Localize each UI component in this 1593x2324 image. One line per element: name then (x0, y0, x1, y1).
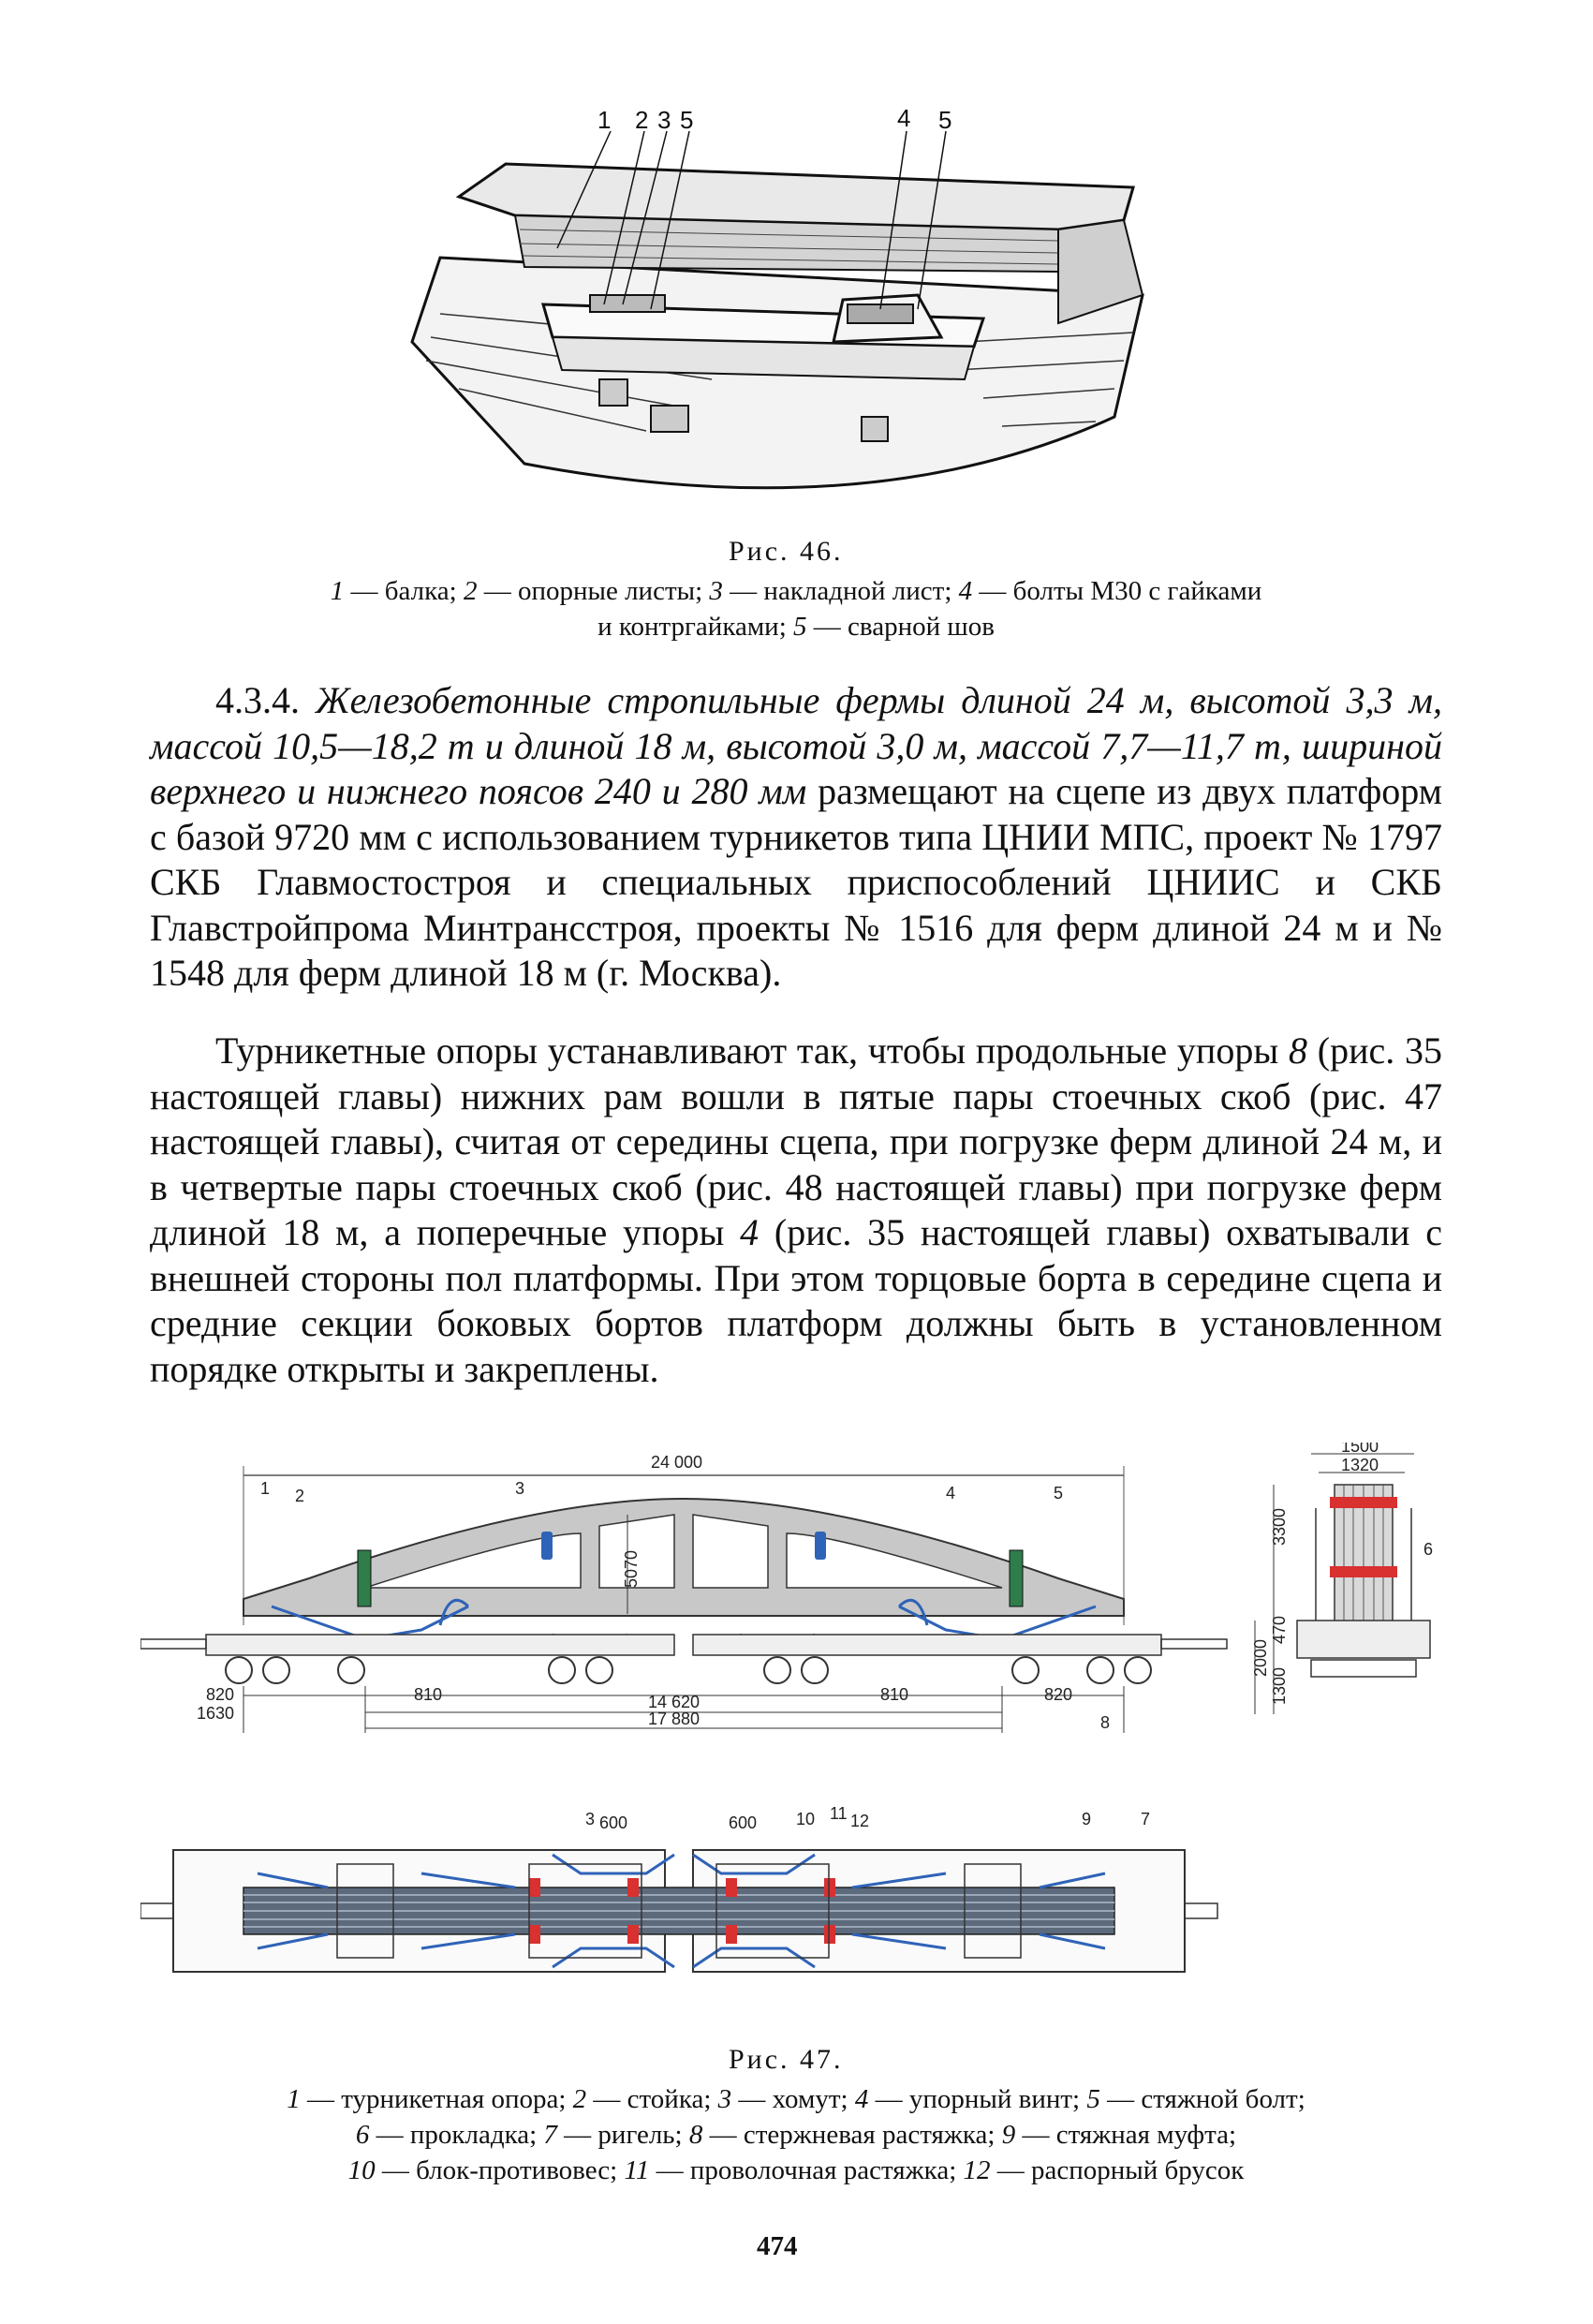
turnstile-paragraph: Турникетные опоры устанавливают так, чтобы продольные упоры 8 (рис. 35 настоящей главы) нижних рам вошли в пятые пары стоечных скоб (рис. 47 настоящей главы), считая от середины сцепа, при погрузке ферм длиной 24 м, и в четвертые пары стоечных скоб (рис. 48 настоящей главы) при погрузке ферм длиной 18 м, а поперечные упоры 4 (рис. 35 настоящей главы) охватывали с внешней стороны пол платформы. При этом торцовые борта в середине сцепа и средние секции боковых бортов платформ должны быть в установленном порядке открыты и закреплены. (150, 1029, 1443, 1390)
callout-4: 4 (946, 1484, 956, 1502)
dim-810-right: 810 (880, 1685, 909, 1704)
dim-14620: 14 620 (648, 1693, 701, 1711)
page-number: 474 (757, 2231, 798, 2261)
figure-47-caption (150, 2081, 1442, 2188)
dim-17880: 17 880 (648, 1710, 701, 1728)
dim-truss-height: 5070 (622, 1549, 641, 1588)
spacer-mark (529, 1925, 540, 1944)
callout-6: 6 (1423, 1540, 1434, 1559)
callout-3: 3 (515, 1479, 525, 1498)
callout-8: 8 (1100, 1713, 1111, 1732)
callout-3: 3 (657, 108, 671, 134)
dim-470: 470 (1270, 1615, 1289, 1644)
truss-side-view-drawing (140, 1447, 1246, 1766)
spacer-mark (529, 1878, 540, 1897)
spacer-mark (1330, 1566, 1397, 1577)
dim-820-right: 820 (1044, 1685, 1073, 1704)
caption-line-3: 10 — блок-противовес; 11 — проволочная растяжка; 12 — распорный брусок (347, 2155, 1245, 2185)
spacer-mark (1330, 1497, 1397, 1508)
caption-line-1: 1 — турникетная опора; 2 — стойка; 3 — хомут; 4 — упорный винт; 5 — стяжной болт; (287, 2084, 1305, 2114)
callout-3: 3 (585, 1810, 596, 1828)
dim-820-left: 820 (206, 1685, 235, 1704)
section-number: 4.3.4. (215, 679, 300, 721)
dim-2000: 2000 (1251, 1638, 1270, 1677)
dim-600-left: 600 (599, 1813, 628, 1832)
callout-11: 11 (830, 1804, 848, 1823)
callout-2: 2 (295, 1487, 305, 1505)
spacer-mark (726, 1925, 737, 1944)
spacer-mark (627, 1878, 639, 1897)
spacer-mark (726, 1878, 737, 1897)
beam-on-platform-drawing (403, 108, 1171, 520)
dim-3300: 3300 (1270, 1507, 1289, 1546)
section-text-1: размещают на сцепе из двух платформ с базой 9720 мм с использованием турникетов типа ЦНИИ МПС, проект № 1797 СКБ Главмостостроя и специальных приспособлений ЦНИИС и СКБ Главстройпрома Минтрансстроя, проекты № 1516 для ферм длиной 24 м и № 1548 для ферм длиной 18 м (г. Москва). (150, 770, 1442, 994)
callout-2: 2 (635, 108, 649, 134)
figure-47-end-view (1236, 1443, 1452, 1724)
dim-1320: 1320 (1341, 1456, 1379, 1474)
dim-total-length: 24 000 (651, 1453, 703, 1472)
section-4-3-4-paragraph (150, 678, 1442, 997)
clamp-mark (815, 1532, 826, 1560)
truss-plan-view-drawing (140, 1799, 1246, 2005)
stand-mark (1010, 1550, 1023, 1606)
callout-4: 4 (897, 108, 911, 132)
dim-600-right: 600 (729, 1813, 758, 1832)
callout-5: 5 (1054, 1484, 1064, 1502)
stand-mark (358, 1550, 371, 1606)
dim-1500: 1500 (1341, 1443, 1379, 1456)
dim-810-left: 810 (414, 1685, 443, 1704)
figure-47-side-view (140, 1447, 1246, 1766)
callout-5b: 5 (938, 108, 952, 134)
section-italic-lead: Железобетонные стропильные фермы длиной 24 м, высотой 3,3 м, массой 10,5—18,2 т и длиной 18 м, высотой 3,0 м, массой 7,7—11,7 т, шириной верхнего и нижнего поясов 240 и 280 мм (150, 679, 1443, 812)
callout-7: 7 (1141, 1810, 1151, 1828)
callout-5: 5 (680, 108, 694, 134)
figure-47-plan-view (140, 1799, 1246, 2005)
figure-47-title: Рис. 47. (729, 2044, 844, 2075)
figure-46 (403, 108, 1171, 520)
spacer-mark (824, 1925, 835, 1944)
truss-end-view-drawing (1236, 1443, 1452, 1724)
spacer-mark (627, 1925, 639, 1944)
callout-1: 1 (260, 1479, 271, 1498)
dim-1300: 1300 (1270, 1666, 1289, 1705)
figure-46-title: Рис. 46. (729, 536, 844, 567)
callout-12: 12 (850, 1812, 870, 1830)
spacer-mark (824, 1878, 835, 1897)
dim-1630: 1630 (197, 1704, 235, 1723)
callout-10: 10 (796, 1810, 816, 1828)
caption-line-2: и контргайками; 5 — сварной шов (597, 612, 995, 642)
clamp-mark (541, 1532, 553, 1560)
figure-46-caption (169, 573, 1423, 644)
caption-line-1: 1 — балка; 2 — опорные листы; 3 — накладной лист; 4 — болты М30 с гайками (330, 576, 1262, 606)
caption-line-2: 6 — прокладка; 7 — ригель; 8 — стержневая растяжка; 9 — стяжная муфта; (355, 2120, 1237, 2150)
callout-9: 9 (1082, 1810, 1092, 1828)
callout-1: 1 (597, 108, 612, 134)
